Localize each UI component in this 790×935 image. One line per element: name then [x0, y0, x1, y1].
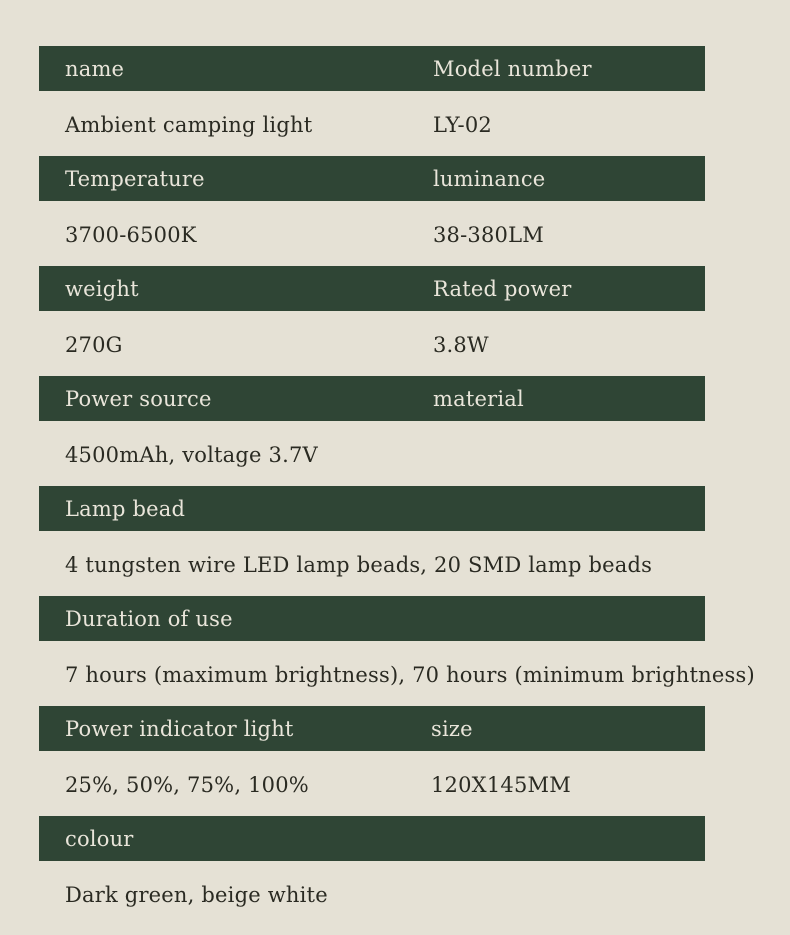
- label-luminance: luminance: [433, 167, 546, 191]
- label-temperature: Temperature: [65, 167, 205, 191]
- label-name: name: [65, 57, 125, 81]
- header-row-indicator: [39, 706, 705, 751]
- value-lamp-bead: 4 tungsten wire LED lamp beads, 20 SMD lamp beads: [65, 553, 653, 577]
- label-colour: colour: [65, 827, 134, 851]
- value-duration: 7 hours (maximum brightness), 70 hours (minimum brightness): [65, 663, 755, 687]
- value-row-duration: [39, 641, 755, 706]
- value-name: Ambient camping light: [65, 113, 313, 137]
- label-lamp-bead: Lamp bead: [65, 497, 186, 521]
- value-temperature: 3700-6500K: [65, 223, 197, 247]
- value-row-name: [39, 91, 705, 156]
- header-row-power-source: [39, 376, 705, 421]
- label-power-indicator: Power indicator light: [65, 717, 294, 741]
- label-duration: Duration of use: [65, 607, 233, 631]
- header-row-lamp-bead: [39, 486, 705, 531]
- value-row-weight: [39, 311, 705, 376]
- value-rated-power: 3.8W: [433, 333, 489, 357]
- value-luminance: 38-380LM: [433, 223, 544, 247]
- label-rated-power: Rated power: [433, 277, 572, 301]
- value-row-colour: [39, 861, 705, 926]
- value-model-number: LY-02: [433, 113, 492, 137]
- label-size: size: [431, 717, 473, 741]
- header-row-colour: [39, 816, 705, 861]
- header-row-weight: [39, 266, 705, 311]
- value-size: 120X145MM: [431, 773, 571, 797]
- header-row-duration: [39, 596, 705, 641]
- header-row-name: [39, 46, 705, 91]
- header-row-temperature: [39, 156, 705, 201]
- value-power-source: 4500mAh, voltage 3.7V: [65, 443, 318, 467]
- value-row-lamp-bead: [39, 531, 705, 596]
- spec-table: [39, 46, 755, 926]
- label-power-source: Power source: [65, 387, 212, 411]
- label-model-number: Model number: [433, 57, 592, 81]
- value-colour: Dark green, beige white: [65, 883, 328, 907]
- value-row-temperature: [39, 201, 705, 266]
- value-row-indicator: [39, 751, 705, 816]
- value-power-indicator: 25%, 50%, 75%, 100%: [65, 773, 309, 797]
- value-weight: 270G: [65, 333, 123, 357]
- label-material: material: [433, 387, 524, 411]
- value-row-power-source: [39, 421, 705, 486]
- label-weight: weight: [65, 277, 139, 301]
